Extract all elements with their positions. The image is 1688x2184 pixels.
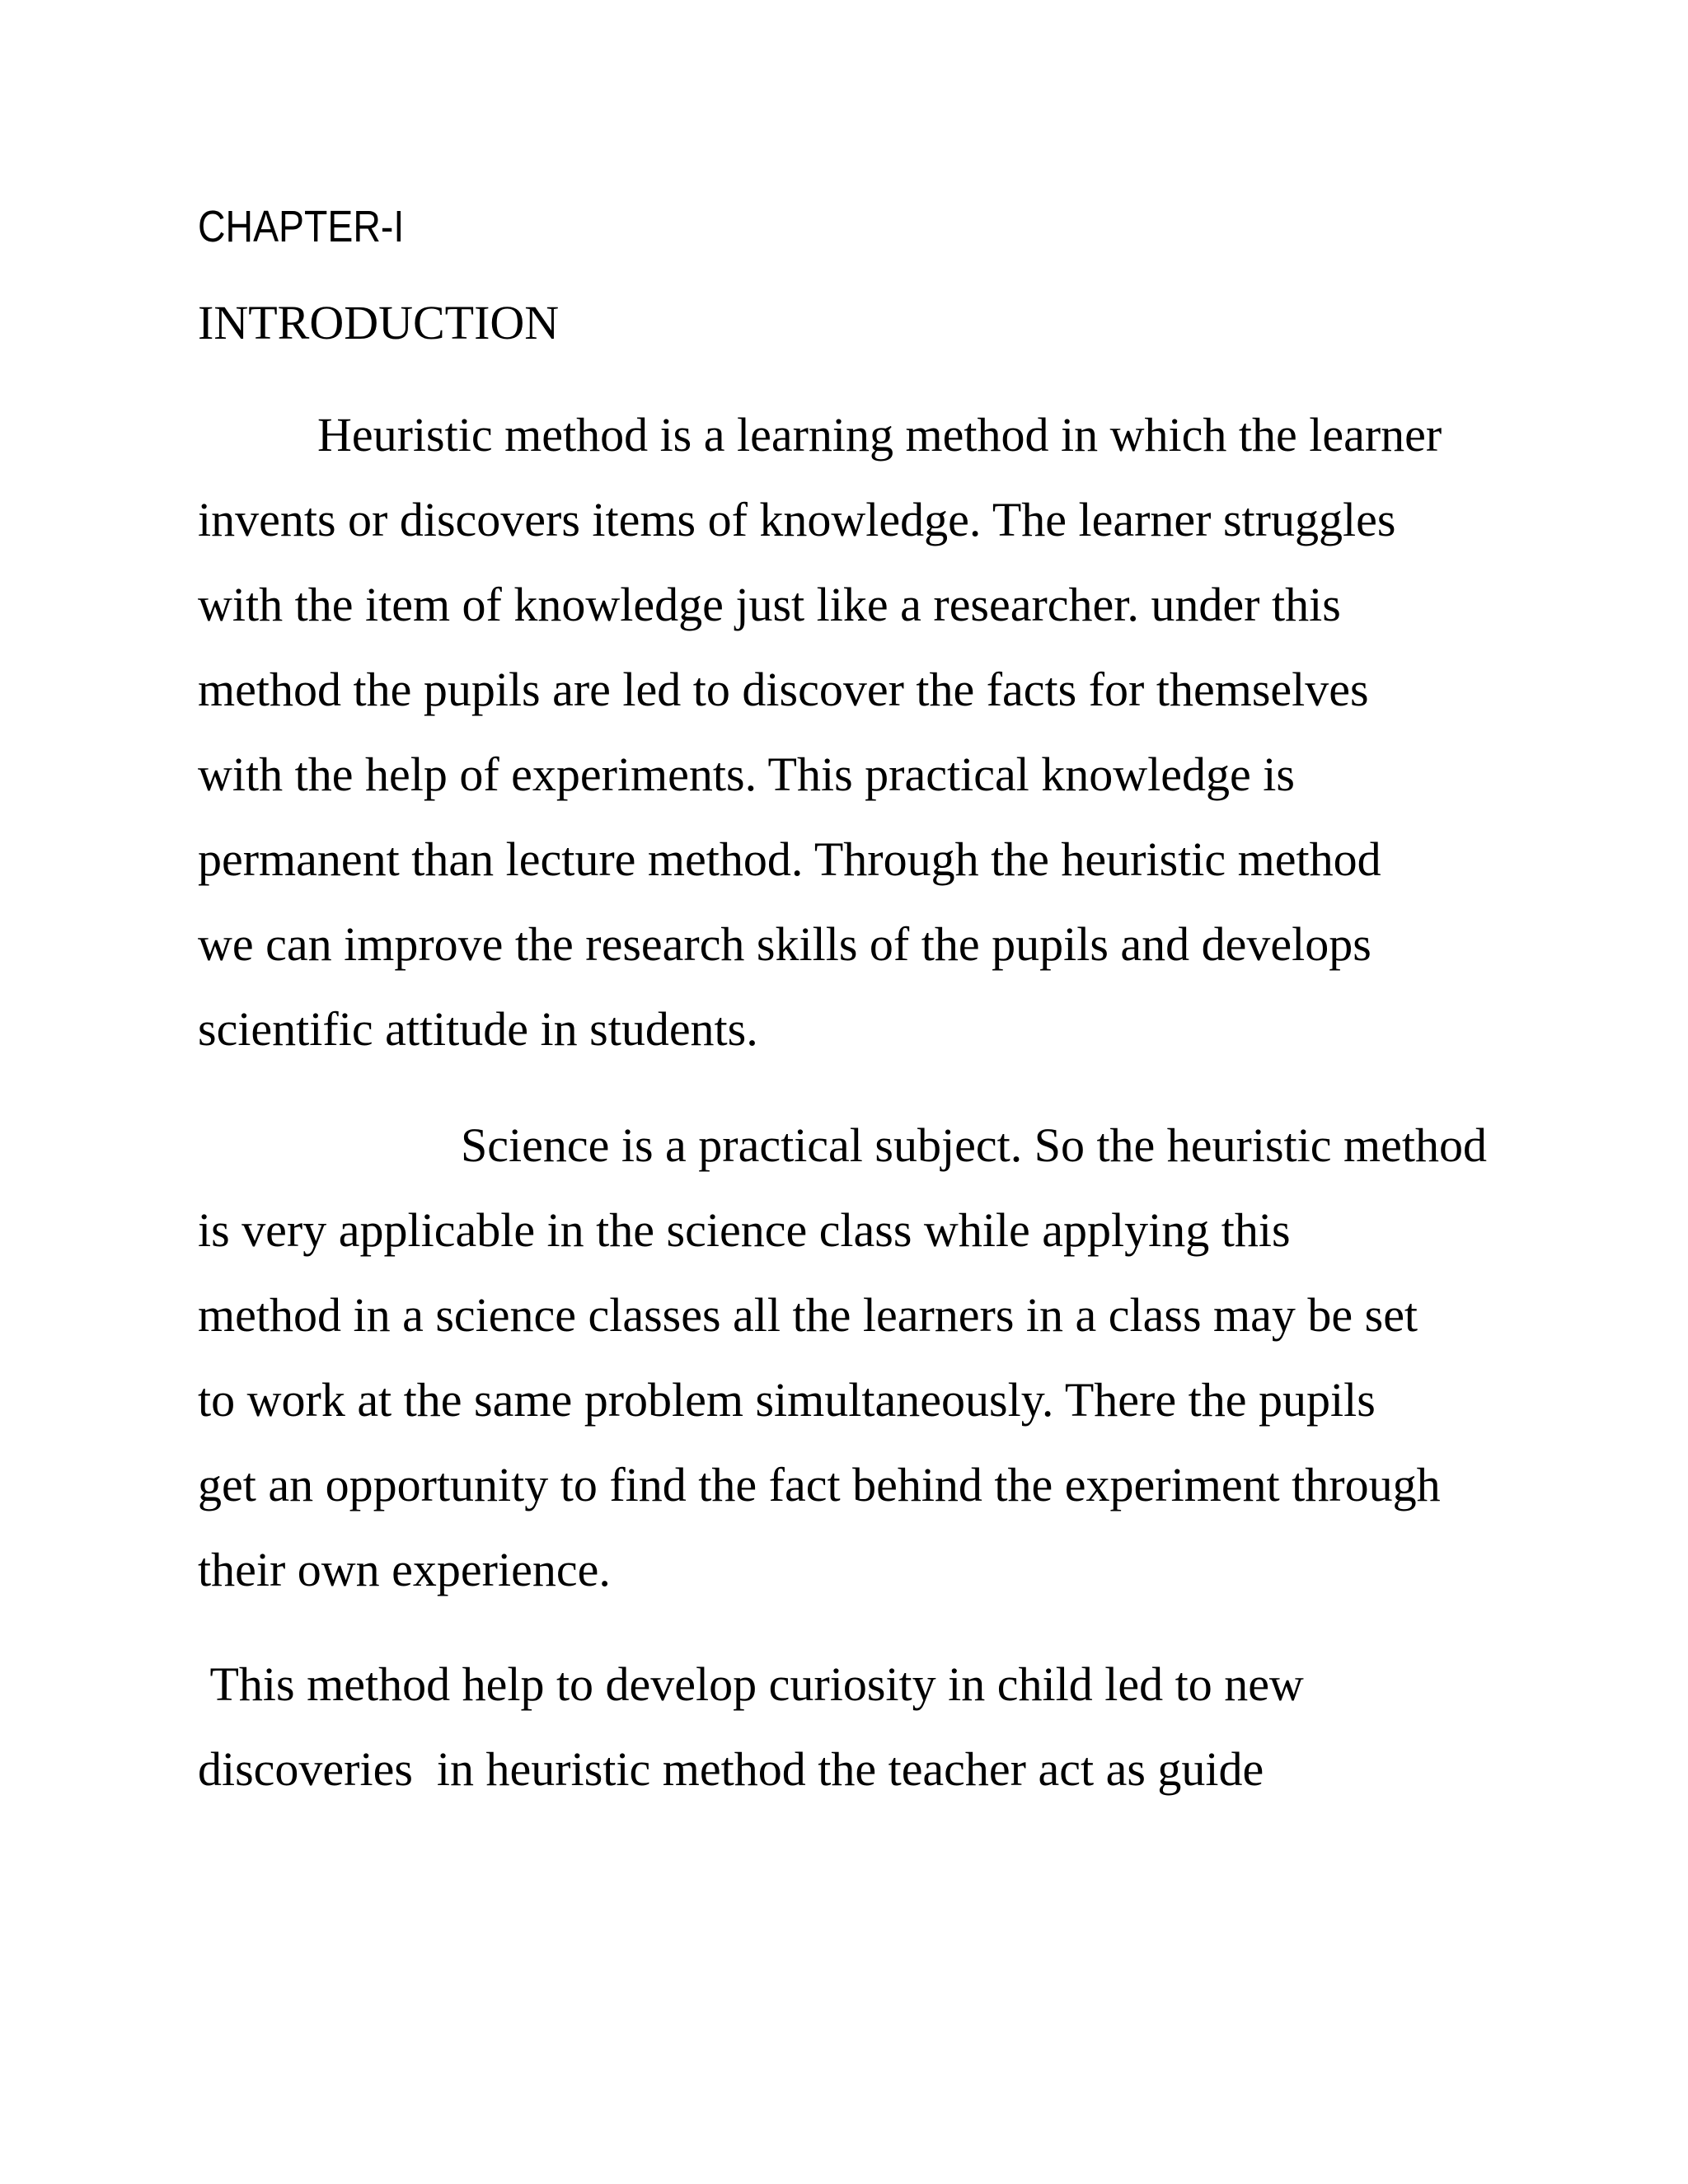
- paragraph-science-practical: [198, 1103, 1517, 1612]
- paragraph-line: with the item of knowledge just like a researcher. under this: [198, 578, 1341, 631]
- paragraph-line: method the pupils are led to discover the facts for themselves: [198, 663, 1369, 716]
- paragraph-line: get an opportunity to find the fact behind the experiment through: [198, 1458, 1441, 1511]
- section-title: INTRODUCTION: [198, 296, 560, 349]
- paragraph-line: method in a science classes all the learners in a class may be set: [198, 1288, 1418, 1342]
- paragraph-line: their own experience.: [198, 1543, 611, 1596]
- paragraph-line: is very applicable in the science class while applying this: [198, 1203, 1291, 1257]
- chapter-label: CHAPTER-I: [198, 202, 405, 251]
- paragraph-line: invents or discovers items of knowledge. The learner struggles: [198, 493, 1396, 546]
- paragraph-heuristic-definition: [198, 392, 1517, 1071]
- paragraph-line: scientific attitude in students.: [198, 1002, 758, 1056]
- paragraph-line: we can improve the research skills of the pupils and develops: [198, 917, 1372, 971]
- paragraph-line: with the help of experiments. This practical knowledge is: [198, 748, 1295, 801]
- paragraph-line: Science is a practical subject. So the heuristic method: [198, 1118, 1487, 1172]
- paragraph-line: permanent than lecture method. Through the heuristic method: [198, 832, 1381, 886]
- paragraph-line: discoveries in heuristic method the teacher act as guide: [198, 1742, 1264, 1796]
- paragraph-line: Heuristic method is a learning method in which the learner: [198, 408, 1442, 462]
- paragraph-line: This method help to develop curiosity in child led to new: [198, 1657, 1304, 1711]
- paragraph-line: to work at the same problem simultaneously. There the pupils: [198, 1373, 1376, 1427]
- paragraph-curiosity: [198, 1642, 1517, 1811]
